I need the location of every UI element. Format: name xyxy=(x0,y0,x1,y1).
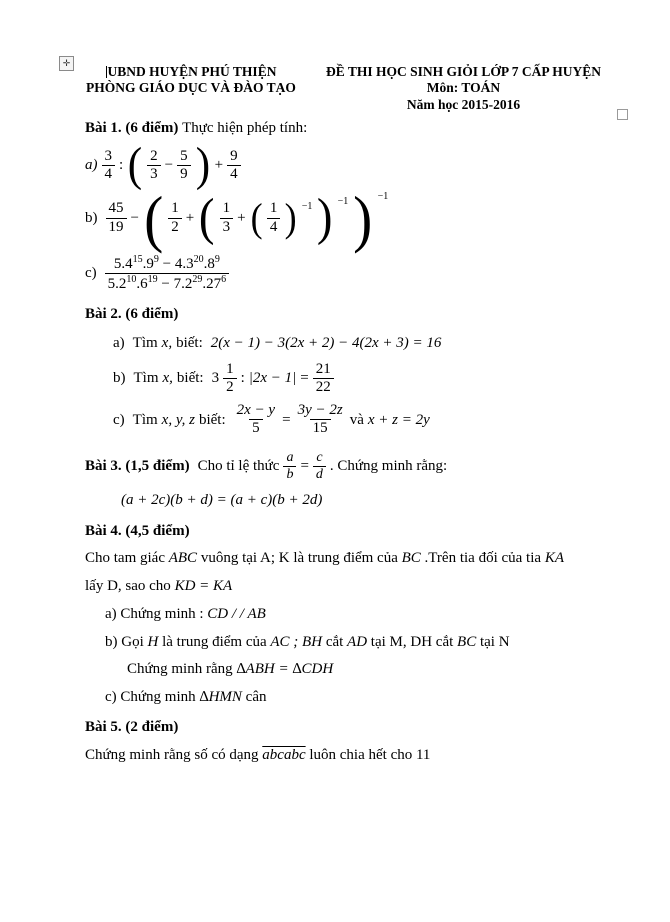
big-fraction xyxy=(105,254,229,294)
exam-year: Năm học 2015-2016 xyxy=(406,96,521,112)
bai4-item-a xyxy=(85,605,630,624)
exponent-neg1: −1 xyxy=(337,195,349,207)
text: Cho tỉ lệ thức xyxy=(197,457,280,474)
text: .Trên tia đối của tia xyxy=(424,550,542,567)
divide-colon: : xyxy=(119,156,124,173)
bai1-heading xyxy=(85,119,630,138)
fraction-9-4 xyxy=(227,148,241,184)
equation: 2(x − 1) − 3(2x + 2) − 4(2x + 3) = 16 xyxy=(210,334,442,351)
numerator: 3y − 2z xyxy=(297,402,343,419)
fraction-a-b xyxy=(283,450,296,483)
outer-left-paren: ( xyxy=(144,182,164,254)
fraction-5-9 xyxy=(177,148,191,184)
exam-subject: Môn: TOÁN xyxy=(426,80,501,96)
math-AC-BH: AC ; BH xyxy=(270,633,323,650)
minus-sign: − xyxy=(130,209,139,226)
equation: x + z = 2y xyxy=(367,411,430,428)
numerator: a xyxy=(286,449,294,465)
plus-sign: + xyxy=(185,209,195,226)
fraction-1-3 xyxy=(220,200,234,236)
bai1-formula-a xyxy=(85,138,630,192)
denominator: 4 xyxy=(267,218,281,236)
plus-sign: + xyxy=(237,209,246,226)
text: Chứng minh : xyxy=(120,605,204,622)
text: luôn chia hết cho 11 xyxy=(309,746,431,763)
bai3-title: Bài 3. (1,5 điểm) xyxy=(85,457,190,474)
bai3-heading xyxy=(85,450,630,483)
bai4-item-b xyxy=(85,633,630,652)
denominator: 2 xyxy=(168,218,182,236)
fraction-c-d xyxy=(313,450,326,483)
table-move-handle-icon[interactable]: ✛ xyxy=(59,56,74,71)
text: biết: xyxy=(176,334,203,351)
text: tại N xyxy=(479,633,510,650)
math-abcabc-overline: abcabc xyxy=(262,746,306,763)
bai1-formula-c xyxy=(85,254,630,294)
absolute-value-expr: |2x − 1| xyxy=(248,370,297,387)
fraction-2x-y-5 xyxy=(234,402,278,438)
bai4-title: Bài 4. (4,5 điểm) xyxy=(85,522,190,539)
bai1-intro: Thực hiện phép tính: xyxy=(182,120,308,137)
denominator: 2 xyxy=(223,378,237,396)
text: Chứng minh rằng xyxy=(127,661,233,678)
numerator: 9 xyxy=(230,147,238,164)
numerator: 2 xyxy=(150,147,158,164)
right-paren: ) xyxy=(195,138,210,192)
fraction-45-19 xyxy=(106,200,127,236)
denominator: 4 xyxy=(102,165,116,183)
text: là trung điểm của xyxy=(162,633,267,650)
text-cursor xyxy=(106,66,107,78)
numerator: 1 xyxy=(269,200,278,217)
text: tại M, DH cắt xyxy=(370,633,454,650)
header-org-name: UBND HUYỆN PHÚ THIỆN xyxy=(107,64,277,79)
numerator: c xyxy=(316,449,323,465)
item-label: a) xyxy=(113,334,125,351)
math-triangle-equality: ∆ABH = ∆CDH xyxy=(236,661,334,678)
denominator: 15 xyxy=(310,419,331,437)
equation: (a + 2c)(b + d) = (a + c)(b + 2d) xyxy=(121,491,323,508)
denominator-powers: $5.2^{10}.6^{19} - 7.2^{29}.27^6$ xyxy=(105,273,229,293)
bai2-title: Bài 2. (6 điểm) xyxy=(85,306,179,323)
denominator: 9 xyxy=(177,165,191,183)
text: . Chứng minh rằng: xyxy=(329,457,448,474)
text-va: và xyxy=(349,411,364,428)
bai1-formula-b xyxy=(85,182,630,254)
exponent-neg1: −1 xyxy=(377,190,389,202)
bai2-item-a xyxy=(85,334,630,353)
variable: x, xyxy=(161,334,173,351)
middle-left-paren: ( xyxy=(199,189,215,247)
math-BC: BC xyxy=(401,550,421,567)
plus-sign: + xyxy=(214,156,224,173)
text: lấy D, sao cho xyxy=(85,578,171,595)
item-label: a) xyxy=(105,605,117,622)
whole-number: 3 xyxy=(211,370,220,387)
bai4-line2 xyxy=(85,577,630,596)
fraction-1-4 xyxy=(267,200,281,236)
math-KD-KA: KD = KA xyxy=(174,578,233,595)
text: Tìm xyxy=(132,334,158,351)
exam-title: ĐỀ THI HỌC SINH GIỎI LỚP 7 CẤP HUYỆN xyxy=(325,64,602,79)
text: biết: xyxy=(176,370,204,387)
inner-right-paren: ) xyxy=(285,195,298,241)
fraction-3y-2z-15 xyxy=(295,402,346,438)
bai4-heading xyxy=(85,522,630,541)
numerator: 1 xyxy=(226,360,234,377)
numerator: 1 xyxy=(171,200,179,217)
equals-sign: = xyxy=(300,370,309,387)
numerator: 45 xyxy=(108,200,124,217)
header-org-line1 xyxy=(85,64,297,80)
item-label: b) xyxy=(105,633,118,650)
inner-left-paren: ( xyxy=(250,195,263,241)
math-AD: AD xyxy=(347,633,368,650)
bai4-line1 xyxy=(85,549,630,568)
denominator: 3 xyxy=(147,165,161,183)
bai5-title: Bài 5. (2 điểm) xyxy=(85,718,179,735)
variables: x, y, z xyxy=(161,411,195,428)
text: cắt xyxy=(325,633,344,650)
left-paren: ( xyxy=(127,138,143,192)
item-label: c) xyxy=(113,411,125,428)
math-CD-AB: CD / / AB xyxy=(207,605,266,622)
variable: x, xyxy=(162,370,173,387)
math-KA: KA xyxy=(544,550,564,567)
text: Tìm xyxy=(133,370,159,387)
bai5-heading xyxy=(85,718,630,737)
item-label: c) xyxy=(105,689,117,706)
numerator: 1 xyxy=(222,200,231,217)
text: vuông tại A; K là trung điểm của xyxy=(200,550,398,567)
bai5-line xyxy=(85,746,630,765)
bai4-item-c xyxy=(85,688,630,707)
math-ABC: ABC xyxy=(168,550,198,567)
bai2-heading xyxy=(85,305,630,324)
text: Chứng minh xyxy=(120,689,196,706)
math-triangle-HMN: ∆HMN xyxy=(199,689,242,706)
denominator: b xyxy=(283,466,296,483)
exponent-neg1: −1 xyxy=(301,200,313,212)
bai3-equation xyxy=(85,491,630,510)
fraction-1-2 xyxy=(168,200,182,236)
bai1-title: Bài 1. (6 điểm) xyxy=(85,120,179,137)
equals-sign: = xyxy=(282,411,291,428)
middle-right-paren: ) xyxy=(317,189,333,247)
item-label: b) xyxy=(113,370,126,387)
denominator: 4 xyxy=(227,165,241,183)
bai4-item-b-proof xyxy=(85,660,630,679)
header-org-dept: PHÒNG GIÁO DỤC VÀ ĐÀO TẠO xyxy=(86,80,296,96)
denominator: 22 xyxy=(313,378,334,396)
fraction-1-2 xyxy=(223,361,237,397)
text: Gọi xyxy=(121,633,144,650)
fraction-21-22 xyxy=(313,361,334,397)
numerator: 5 xyxy=(180,147,188,164)
outer-right-paren: ) xyxy=(353,182,373,254)
numerator-powers: $5.4^{15}.9^9 - 4.3^{20}.8^9$ xyxy=(113,253,220,272)
bai1c-label: c) xyxy=(85,265,97,282)
fraction-2-3 xyxy=(147,148,161,184)
object-anchor-icon xyxy=(617,109,628,120)
text: Tìm xyxy=(132,411,158,428)
bai2-item-c xyxy=(85,402,630,438)
bai1a-label: a) xyxy=(85,156,98,173)
minus-sign: − xyxy=(164,156,174,173)
numerator: 3 xyxy=(104,147,112,164)
math-BC: BC xyxy=(457,633,477,650)
numerator: 21 xyxy=(315,360,331,377)
header-left-org xyxy=(85,64,297,113)
exam-header xyxy=(85,64,630,113)
math-H: H xyxy=(147,633,159,650)
equals-sign: = xyxy=(300,457,309,474)
denominator: 5 xyxy=(249,419,263,437)
text: Chứng minh rằng số có dạng xyxy=(85,746,259,763)
denominator: d xyxy=(313,466,326,483)
bai1b-label: b) xyxy=(85,209,98,226)
bai2-item-b xyxy=(85,361,630,397)
text: Cho tam giác xyxy=(85,550,165,567)
denominator: 3 xyxy=(220,218,234,236)
text: cân xyxy=(245,689,267,706)
denominator: 19 xyxy=(106,218,127,236)
header-right-exam xyxy=(297,64,630,113)
fraction-3-4 xyxy=(102,148,116,184)
divide-colon: : xyxy=(240,370,245,387)
numerator: 2x − y xyxy=(236,402,276,419)
text: biết: xyxy=(198,411,226,428)
